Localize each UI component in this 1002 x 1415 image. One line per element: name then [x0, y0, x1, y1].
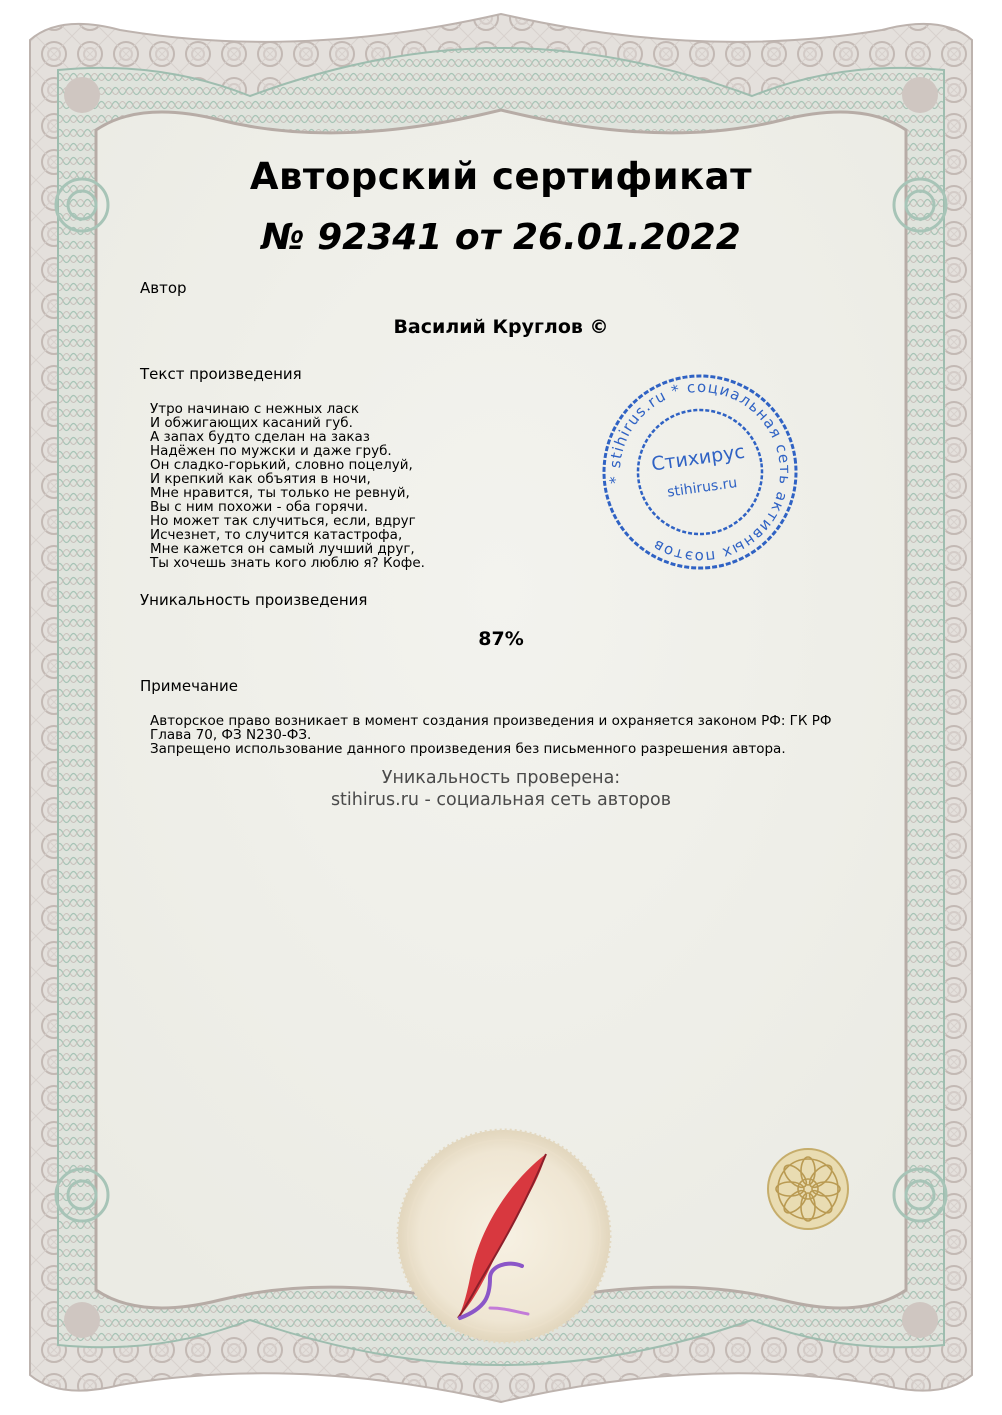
stamp-icon — [600, 372, 800, 572]
poem-line: Он сладко-горький, словно поцелуй, — [150, 457, 413, 473]
verification-text — [0, 767, 1002, 811]
stamp-ring-text: * stihirus.ru * социальная сеть активных поэтов — [605, 377, 795, 567]
stamp-site: stihirus.ru — [666, 475, 739, 501]
feather-logo-icon — [396, 1128, 612, 1344]
poem-line: И обжигающих касаний губ. — [150, 415, 353, 431]
note-text — [150, 714, 840, 756]
note-label: Примечание — [140, 677, 238, 695]
uniqueness-value: 87% — [478, 628, 524, 650]
poem-line: Вы с ним похожи - оба горячи. — [150, 499, 368, 515]
poem-line: Ты хочешь знать кого люблю я? Кофе. — [150, 555, 425, 571]
author-name: Василий Круглов © — [393, 316, 609, 338]
verification-caption: Уникальность проверена: — [381, 768, 621, 788]
poem-line: А запах будто сделан на заказ — [150, 429, 370, 445]
work-text-label: Текст произведения — [140, 365, 302, 383]
verification-site: stihirus.ru - социальная сеть авторов — [330, 790, 672, 810]
note-copyright-text: Авторское право возникает в момент создания произведения и охраняется законом РФ: ГК РФ Глава 70, ФЗ N230-ФЗ. — [150, 713, 832, 743]
poem-line: Но может так случиться, если, вдруг — [150, 513, 416, 529]
stamp-title: Стихирус — [649, 440, 747, 476]
gold-seal-icon — [766, 1147, 850, 1231]
poem-line: Мне нравится, ты только не ревнуй, — [150, 485, 410, 501]
author-label: Автор — [140, 279, 187, 297]
poem-line: Исчезнет, то случится катастрофа, — [150, 527, 403, 543]
poem-line: Мне кажется он самый лучший друг, — [150, 541, 415, 557]
poem-line: Надёжен по мужски и даже груб. — [150, 443, 392, 459]
poem-line: И крепкий как объятия в ночи, — [150, 471, 371, 487]
certificate-title: Авторский сертификат — [249, 155, 753, 198]
poem-text — [150, 402, 425, 570]
poem-line: Утро начинаю с нежных ласк — [150, 401, 360, 417]
certificate-number-date: № 92341 от 26.01.2022 — [261, 217, 741, 258]
note-prohibition-text: Запрещено использование данного произведения без письменного разрешения автора. — [150, 741, 786, 757]
uniqueness-label: Уникальность произведения — [140, 591, 368, 609]
